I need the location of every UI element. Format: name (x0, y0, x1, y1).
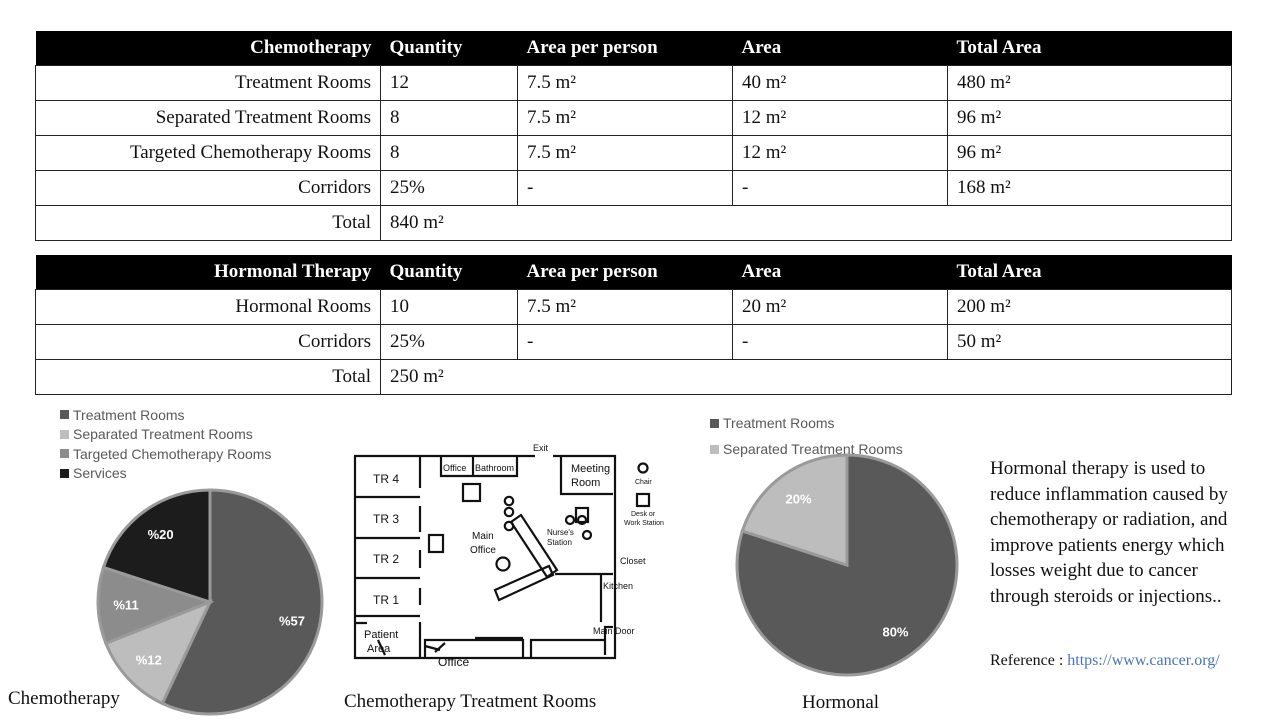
legend-label: Separated Treatment Rooms (723, 441, 903, 457)
table-row (36, 101, 1232, 136)
table-cell: - (518, 171, 733, 206)
chemotherapy-chart-caption: Chemotherapy (8, 688, 120, 709)
table-cell: 168 m² (948, 171, 1232, 206)
floor-plan-label: Kitchen (603, 581, 634, 591)
table-cell: 7.5 m² (518, 101, 733, 136)
legend-swatch (710, 419, 719, 428)
table-cell: Hormonal Rooms (36, 290, 381, 325)
floor-plan-label: Area (367, 643, 391, 655)
legend-label: Treatment Rooms (723, 415, 835, 431)
table-header-row (36, 255, 1232, 290)
floor-plan-key-label: Work Station (624, 520, 664, 527)
header-cell: Total Area (948, 255, 1232, 290)
legend-label: Targeted Chemotherapy Rooms (73, 445, 272, 462)
floor-plan-label: Room (571, 477, 601, 489)
table-cell: Separated Treatment Rooms (36, 101, 381, 136)
table-cell: Corridors (36, 171, 381, 206)
pie-data-label: %57 (278, 613, 305, 629)
table-cell: 96 m² (948, 136, 1232, 171)
legend-swatch (60, 430, 69, 439)
header-cell: Hormonal Therapy (36, 255, 381, 290)
reference-label: Reference : (990, 652, 1064, 669)
table-cell: - (733, 325, 948, 360)
table-cell: 10 (381, 290, 518, 325)
table-cell: 96 m² (948, 101, 1232, 136)
legend-item (710, 410, 903, 436)
floor-plan-label: Main Door (593, 626, 635, 636)
table-total-row (36, 360, 1232, 395)
total-label: Total (36, 206, 381, 241)
floor-plan-label: TR 3 (373, 512, 400, 526)
table-cell: 8 (381, 136, 518, 171)
table-cell: 200 m² (948, 290, 1232, 325)
floor-plan-label: TR 4 (373, 472, 400, 486)
total-value: 250 m² (381, 360, 1232, 395)
hormonal-chart-caption: Hormonal (802, 692, 880, 713)
legend-label: Separated Treatment Rooms (73, 426, 253, 443)
table-cell: 7.5 m² (518, 136, 733, 171)
floor-plan-label: Nurse's (547, 528, 574, 537)
table-cell: 25% (381, 325, 518, 360)
table-cell: Corridors (36, 325, 381, 360)
table-cell: 8 (381, 101, 518, 136)
desk-key-icon (637, 494, 649, 506)
floor-plan-label: Bathroom (475, 463, 515, 473)
header-cell: Area (733, 255, 948, 290)
table-cell: 12 m² (733, 101, 948, 136)
floor-plan-label: Patient (364, 629, 399, 641)
floor-plan-key-label: Chair (635, 479, 652, 486)
table-row (36, 171, 1232, 206)
floor-plan-label: Meeting (571, 463, 611, 475)
total-label: Total (36, 360, 381, 395)
pie-data-label: %11 (113, 597, 139, 613)
floor-plan-key-label: Desk or (631, 511, 656, 518)
legend-swatch (60, 469, 69, 478)
table-row (36, 136, 1232, 171)
table-cell: 480 m² (948, 66, 1232, 101)
table-total-row (36, 206, 1232, 241)
table-row (36, 290, 1232, 325)
legend-label: Services (73, 465, 127, 482)
floor-plan-label: TR 1 (373, 593, 400, 607)
table-cell: Treatment Rooms (36, 66, 381, 101)
hormonal-pie-chart (732, 450, 962, 680)
chemotherapy-table (35, 31, 1232, 241)
reference-link[interactable]: https://www.cancer.org/ (1067, 652, 1220, 669)
floor-plan-label: Closet (620, 556, 646, 566)
hormonal-therapy-table (35, 255, 1232, 395)
table-cell: 20 m² (733, 290, 948, 325)
pie-data-label: %20 (147, 527, 174, 543)
table-header-row (36, 31, 1232, 66)
legend-swatch (710, 445, 719, 454)
floor-plan-label: Office (443, 463, 467, 473)
pie-data-label: 80% (882, 624, 909, 640)
header-cell: Quantity (381, 31, 518, 66)
legend-item (60, 425, 271, 445)
table-cell: 12 (381, 66, 518, 101)
legend-item (60, 464, 271, 484)
chemotherapy-floor-plan (345, 440, 670, 685)
legend-swatch (60, 449, 69, 458)
reference (990, 652, 1220, 670)
table-cell: 7.5 m² (518, 290, 733, 325)
legend-swatch (60, 410, 69, 419)
legend-item (60, 444, 271, 464)
table-row (36, 325, 1232, 360)
table-cell: - (518, 325, 733, 360)
floor-plan-label: Station (547, 538, 572, 547)
floor-plan-label: Exit (533, 443, 549, 453)
chemotherapy-pie-chart (90, 482, 330, 720)
table-row (36, 66, 1232, 101)
table-cell: 25% (381, 171, 518, 206)
table-cell: 40 m² (733, 66, 948, 101)
table-cell: Targeted Chemotherapy Rooms (36, 136, 381, 171)
floor-plan-label: Office (470, 545, 496, 556)
table-cell: 7.5 m² (518, 66, 733, 101)
floor-plan-caption: Chemotherapy Treatment Rooms (344, 691, 597, 712)
pie-data-label: %12 (135, 652, 162, 668)
legend-item (60, 405, 271, 425)
floor-plan-label: Office (438, 655, 470, 669)
table-cell: 12 m² (733, 136, 948, 171)
chemotherapy-chart-legend (60, 405, 271, 483)
pie-data-label: 20% (785, 491, 812, 507)
floor-plan-label: Main (472, 531, 494, 542)
total-value: 840 m² (381, 206, 1232, 241)
header-cell: Total Area (948, 31, 1232, 66)
floor-plan-label: TR 2 (373, 552, 400, 566)
table-cell: 50 m² (948, 325, 1232, 360)
header-cell: Quantity (381, 255, 518, 290)
table-cell: - (733, 171, 948, 206)
header-cell: Chemotherapy (36, 31, 381, 66)
header-cell: Area per person (518, 31, 733, 66)
hormonal-therapy-description: Hormonal therapy is used to reduce inflammation caused by chemotherapy or radiation, and improve patients energy which losses weight due to cancer through steroids or injections.. (990, 458, 1228, 607)
legend-label: Treatment Rooms (73, 406, 185, 423)
chair-key-icon (639, 464, 648, 473)
header-cell: Area per person (518, 255, 733, 290)
header-cell: Area (733, 31, 948, 66)
